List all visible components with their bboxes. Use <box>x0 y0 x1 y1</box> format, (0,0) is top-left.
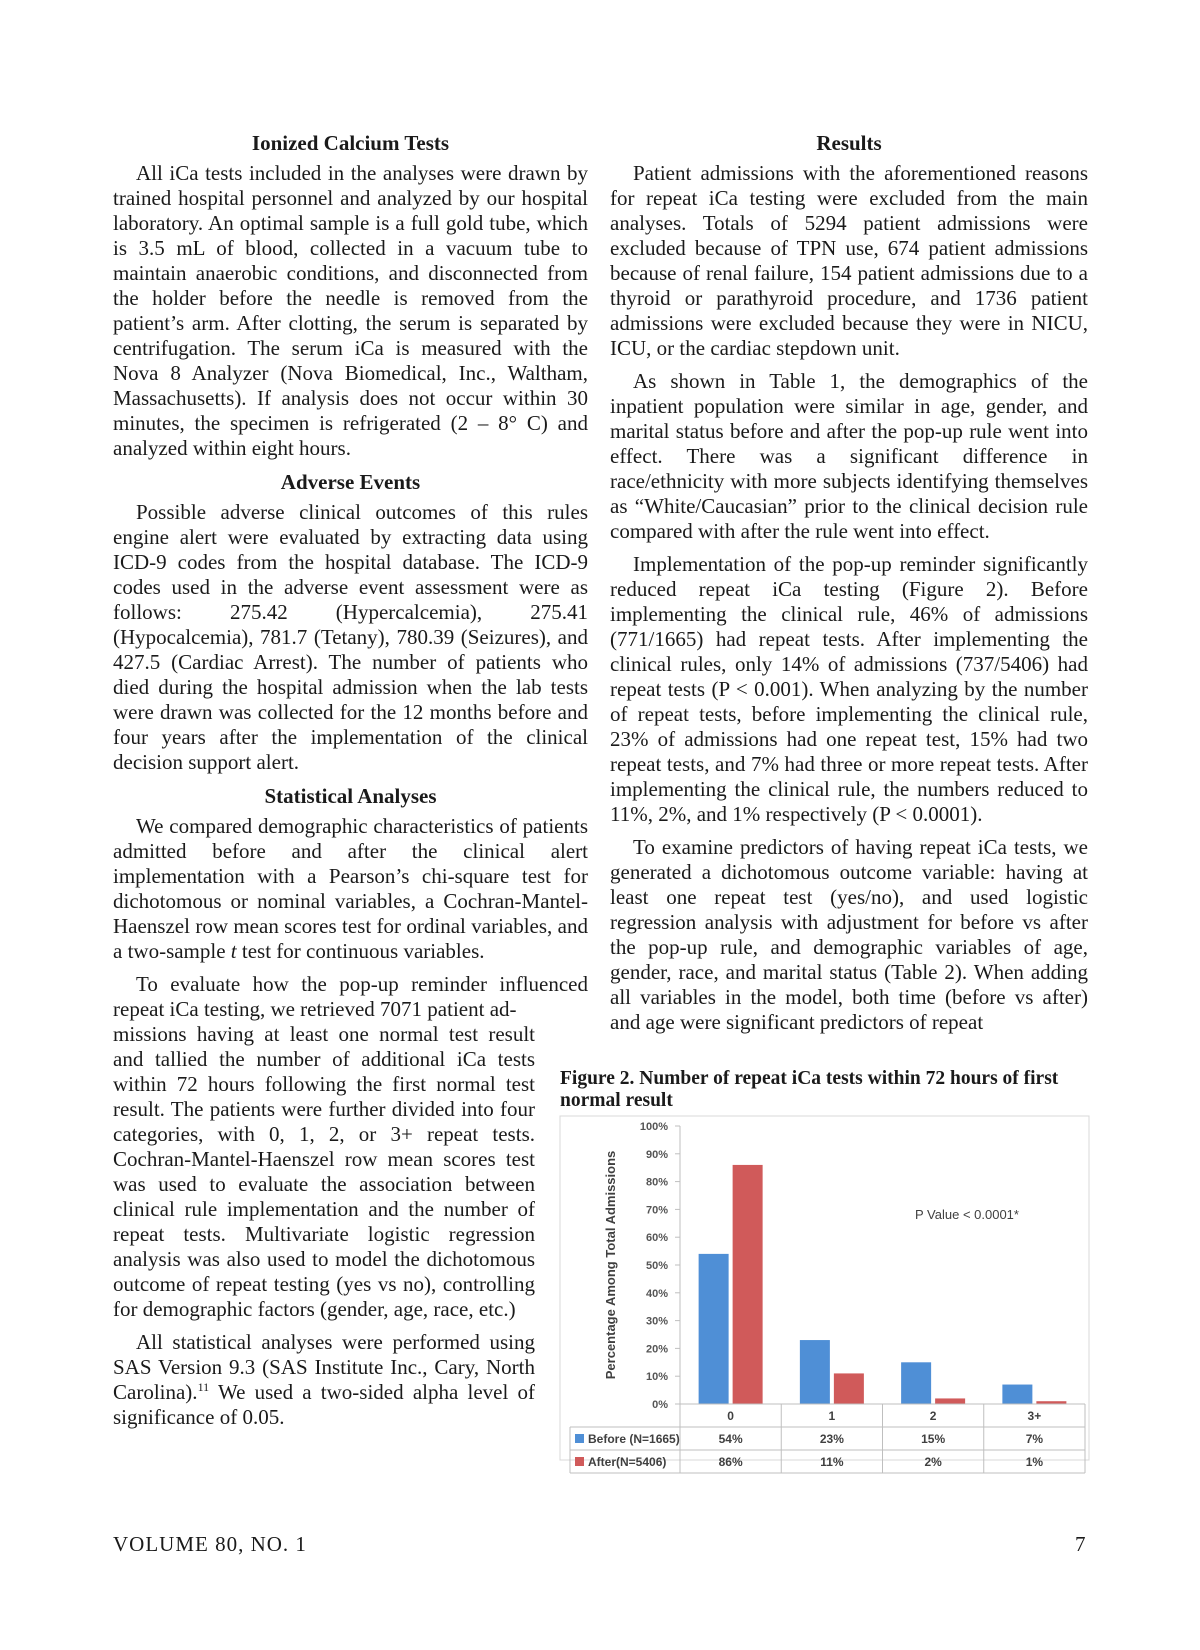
x-category-label: 3+ <box>1027 1409 1042 1423</box>
y-tick-label: 40% <box>645 1287 668 1300</box>
x-category-label: 0 <box>727 1409 734 1423</box>
bar-after-0 <box>733 1165 763 1404</box>
ica-heading: Ionized Calcium Tests <box>251 131 450 155</box>
bar-before-0 <box>699 1254 729 1404</box>
adverse-events-heading: Adverse Events <box>280 470 421 494</box>
data-label-before: 15% <box>921 1432 946 1446</box>
right-column <box>610 130 1088 1043</box>
results-paragraph-3: Implementation of the pop-up reminder significantly reduced repeat iCa testing (Figure 2). Before implementing the clinical rule, 46% of admissions (771/1665) had repeat tests. After implementing the clinical rules, only 14% of admissions (737/5406) had repeat tests (P < 0.001). When analyzing by the number of repeat tests, before implementing the clinical rule, 23% of admissions had one repeat test, 15% had two repeat tests, and 7% had three or more repeat tests. After implementing the clinical rule, the numbers reduced to 11%, 2%, and 1% respectively (P < 0.0001). <box>610 552 1088 826</box>
legend-label-after: After(N=5406) <box>588 1455 667 1469</box>
y-tick-label: 80% <box>645 1176 668 1189</box>
data-label-after: 1% <box>1025 1455 1044 1469</box>
data-label-after: 11% <box>820 1455 844 1469</box>
statistical-paragraph-1: We compared demographic characteristics of patients admitted before and after the clinical alert implementation with a Pearson’s chi-square test for dichotomous or nominal variables, a Cochran-Mantel-Haenszel row mean scores test for ordinal variables, and a two-sample t test for continuous variables. <box>113 814 588 963</box>
results-paragraph-2: As shown in Table 1, the demographics of the inpatient population were similar in age, gender, and marital status before and after the pop-up rule went into effect. There was a significant difference in race/ethnicity with more subjects identifying themselves as “White/Caucasian” prior to the clinical decision rule compared with after the rule went into effect. <box>610 369 1088 543</box>
data-label-after: 2% <box>924 1455 942 1469</box>
data-label-after: 86% <box>718 1455 743 1469</box>
results-heading: Results <box>816 131 882 155</box>
bar-after-2 <box>935 1398 965 1404</box>
y-tick-label: 90% <box>645 1148 668 1161</box>
statistical-analyses-heading: Statistical Analyses <box>264 784 437 808</box>
figure-caption: Figure 2. Number of repeat iCa tests within 72 hours of first normal result <box>560 1068 1059 1111</box>
bar-before-1 <box>800 1340 830 1404</box>
figure-2 <box>560 1068 1090 1469</box>
y-tick-label: 50% <box>645 1260 668 1272</box>
ica-paragraph: All iCa tests included in the analyses were drawn by trained hospital personnel and analyzed by our hospital laboratory. An optimal sample is a full gold tube, which is 3.5 mL of blood, collected in a vacuum tube to maintain anaerobic conditions, and disconnected from the holder before the needle is removed from the patient’s arm. After clotting, the serum is separated by centrifugation. The serum iCa is measured with the Nova 8 Analyzer (Nova Biomedical, Inc., Waltham, Massachusetts). If analysis does not occur within 30 minutes, the specimen is refrigerated (2 – 8° C) and analyzed within eight hours. <box>113 161 588 460</box>
y-tick-label: 100% <box>639 1121 668 1133</box>
adverse-events-paragraph: Possible adverse clinical outcomes of this rules engine alert were evaluated by extracting data using ICD-9 codes from the hospital database. The ICD-9 codes used in the adverse event assessment were as follows: 275.42 (Hypercalcemia), 275.41 (Hypocalcemia), 781.7 (Tetany), 780.39 (Seizures), and 427.5 (Cardiac Arrest). The number of patients who died during the hospital admission when the lab tests were drawn was collected for the 12 months before and four years after the implementation of the clinical decision support alert. <box>113 500 588 774</box>
y-tick-label: 30% <box>645 1315 668 1328</box>
bar-after-1 <box>834 1373 864 1404</box>
y-tick-label: 0% <box>652 1399 668 1411</box>
statistical-paragraph-2a: To evaluate how the pop-up reminder influenced repeat iCa testing, we retrieved 7071 patient ad- <box>113 972 588 1021</box>
footer-volume: VOLUME 80, NO. 1 <box>113 1532 307 1556</box>
bar-before-2 <box>901 1362 931 1404</box>
data-label-before: 7% <box>1025 1432 1044 1446</box>
chart-border <box>560 1116 1089 1460</box>
legend-label-before: Before (N=1665) <box>588 1432 680 1446</box>
bar-before-3+ <box>1002 1385 1032 1404</box>
data-label-before: 23% <box>819 1432 844 1446</box>
statistical-paragraph-3: All statistical analyses were performed using SAS Version 9.3 (SAS Institute Inc., Cary, North Carolina).$^{11}$ We used a two-sided alpha level of significance of 0.05. <box>113 1330 535 1429</box>
statistical-paragraph-2b: missions having at least one normal test result and tallied the number of additional iCa tests within 72 hours following the first normal test result. The patients were further divided into four categories, with 0, 1, 2, or 3+ repeat tests. Cochran-Mantel-Haenszel row mean scores test was used to evaluate the association between clinical rule implementation and the number of repeat tests. Multivariate logistic regression analysis was also used to model the dichotomous outcome of repeat testing (yes vs no), controlling for demographic factors (gender, age, race, etc.) <box>113 1022 535 1321</box>
results-paragraph-4: To examine predictors of having repeat iCa tests, we generated a dichotomous outcome variable: having at least one repeat test (yes/no), and used logistic regression analysis with adjustment for before vs after the pop-up rule, and demographic variables of age, gender, race, and marital status (Table 2). When adding all variables in the model, both time (before vs after) and age were significant predictors of repeat <box>610 835 1088 1034</box>
y-tick-label: 10% <box>645 1371 668 1384</box>
x-category-label: 1 <box>828 1409 836 1423</box>
legend-swatch-before <box>575 1434 584 1443</box>
data-label-before: 54% <box>718 1432 743 1446</box>
bar-chart <box>560 1116 1090 1469</box>
legend-swatch-after <box>575 1457 584 1466</box>
results-paragraph-1: Patient admissions with the aforementioned reasons for repeat iCa testing were excluded from the main analyses. Totals of 5294 patient admissions were excluded because of TPN use, 674 patient admissions because of renal failure, 154 patient admissions due to a thyroid or parathyroid procedure, and 1736 patient admissions were excluded because they were in NICU, ICU, or the cardiac stepdown unit. <box>610 161 1088 360</box>
y-axis-title: Percentage Among Total Admissions <box>603 1150 618 1380</box>
y-tick-label: 20% <box>645 1343 668 1356</box>
x-category-label: 2 <box>929 1409 937 1423</box>
p-value-annotation: P Value < 0.0001* <box>915 1207 1019 1222</box>
left-column <box>113 130 588 1438</box>
y-tick-label: 60% <box>645 1232 668 1245</box>
y-tick-label: 70% <box>645 1204 668 1217</box>
footer-page-number: 7 <box>1075 1532 1086 1556</box>
